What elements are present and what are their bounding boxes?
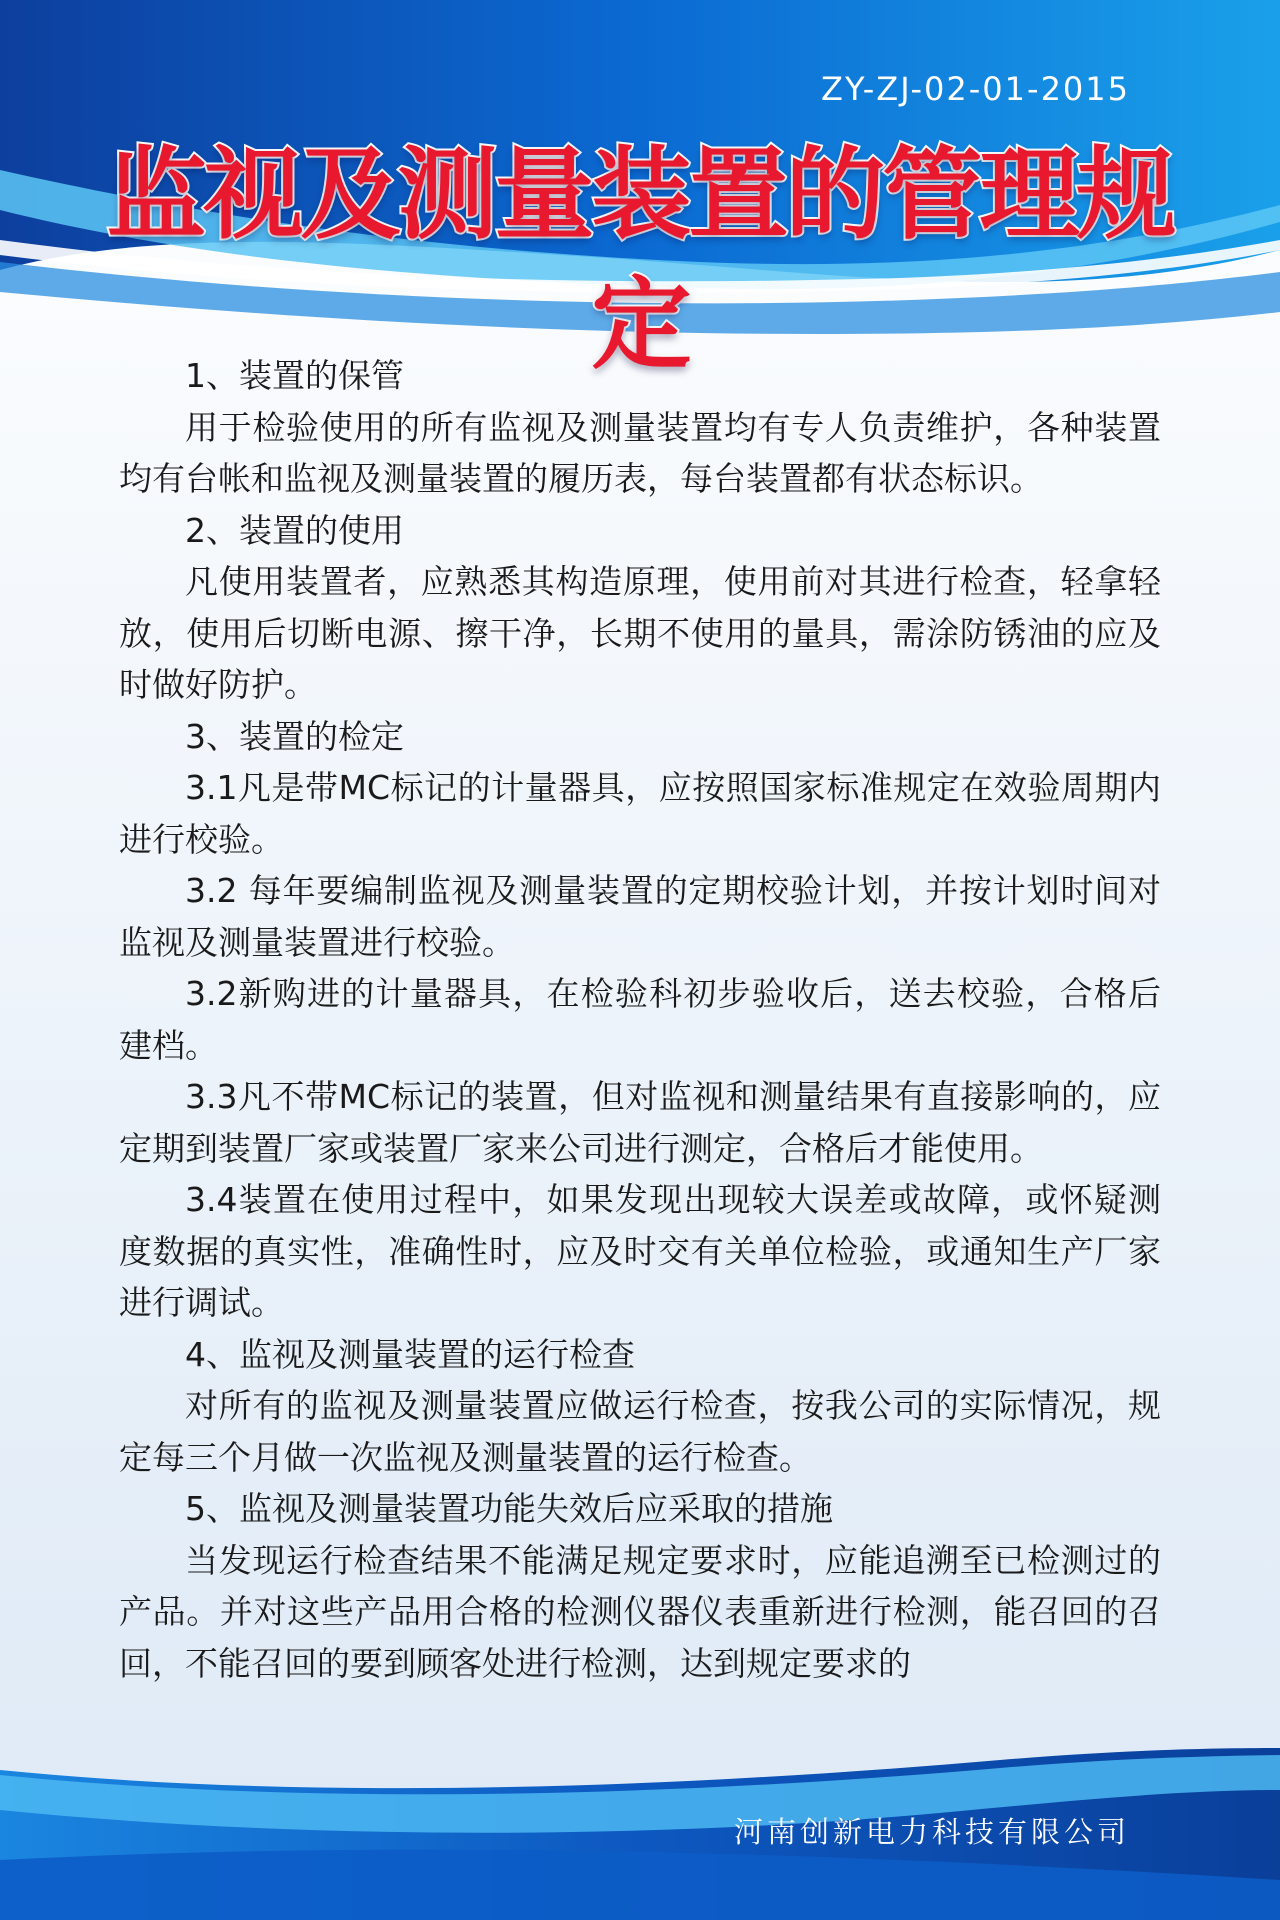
paragraph: 3.2新购进的计量器具，在检验科初步验收后，送去校验，合格后建档。 xyxy=(119,974,1161,1065)
paragraph: 3.4装置在使用过程中，如果发现出现较大误差或故障，或怀疑测度数据的真实性，准确性时，应及时交有关单位检验，或通知生产厂家进行调试。 xyxy=(119,1180,1161,1322)
document-body xyxy=(119,350,1161,1740)
section-heading: 5、监视及测量装置功能失效后应采取的措施 xyxy=(185,1489,833,1528)
paragraph: 3.1凡是带MC标记的计量器具，应按照国家标准规定在效验周期内进行校验。 xyxy=(119,768,1161,859)
paragraph: 当发现运行检查结果不能满足规定要求时，应能追溯至已检测过的产品。并对这些产品用合格的检测仪器仪表重新进行检测，能召回的召回，不能召回的要到顾客处进行检测，达到规定要求的 xyxy=(119,1540,1161,1683)
paragraph: 3.2 每年要编制监视及测量装置的定期校验计划，并按计划时间对监视及测量装置进行校验。 xyxy=(119,871,1161,962)
section-heading: 1、装置的保管 xyxy=(185,356,404,395)
company-name: 河南创新电力科技有限公司 xyxy=(733,1815,1130,1849)
section-heading: 4、监视及测量装置的运行检查 xyxy=(185,1334,635,1374)
paragraph: 3.3凡不带MC标记的装置，但对监视和测量结果有直接影响的，应定期到装置厂家或装置厂家来公司进行测定，合格后才能使用。 xyxy=(119,1077,1161,1168)
section-heading: 2、装置的使用 xyxy=(185,510,404,550)
paragraph: 用于检验使用的所有监视及测量装置均有专人负责维护，各种装置均有台帐和监视及测量装置的履历表，每台装置都有状态标识。 xyxy=(119,407,1161,498)
section-heading: 3、装置的检定 xyxy=(185,716,404,756)
document-code: ZY-ZJ-02-01-2015 xyxy=(821,70,1130,108)
paragraph: 凡使用装置者，应熟悉其构造原理，使用前对其进行检查，轻拿轻放，使用后切断电源、擦干净，长期不使用的量具，需涂防锈油的应及时做好防护。 xyxy=(119,562,1161,704)
page-title: 监视及测量装置的管理规定 xyxy=(106,136,1174,383)
paragraph: 对所有的监视及测量装置应做运行检查，按我公司的实际情况，规定每三个月做一次监视及测量装置的运行检查。 xyxy=(119,1386,1161,1477)
